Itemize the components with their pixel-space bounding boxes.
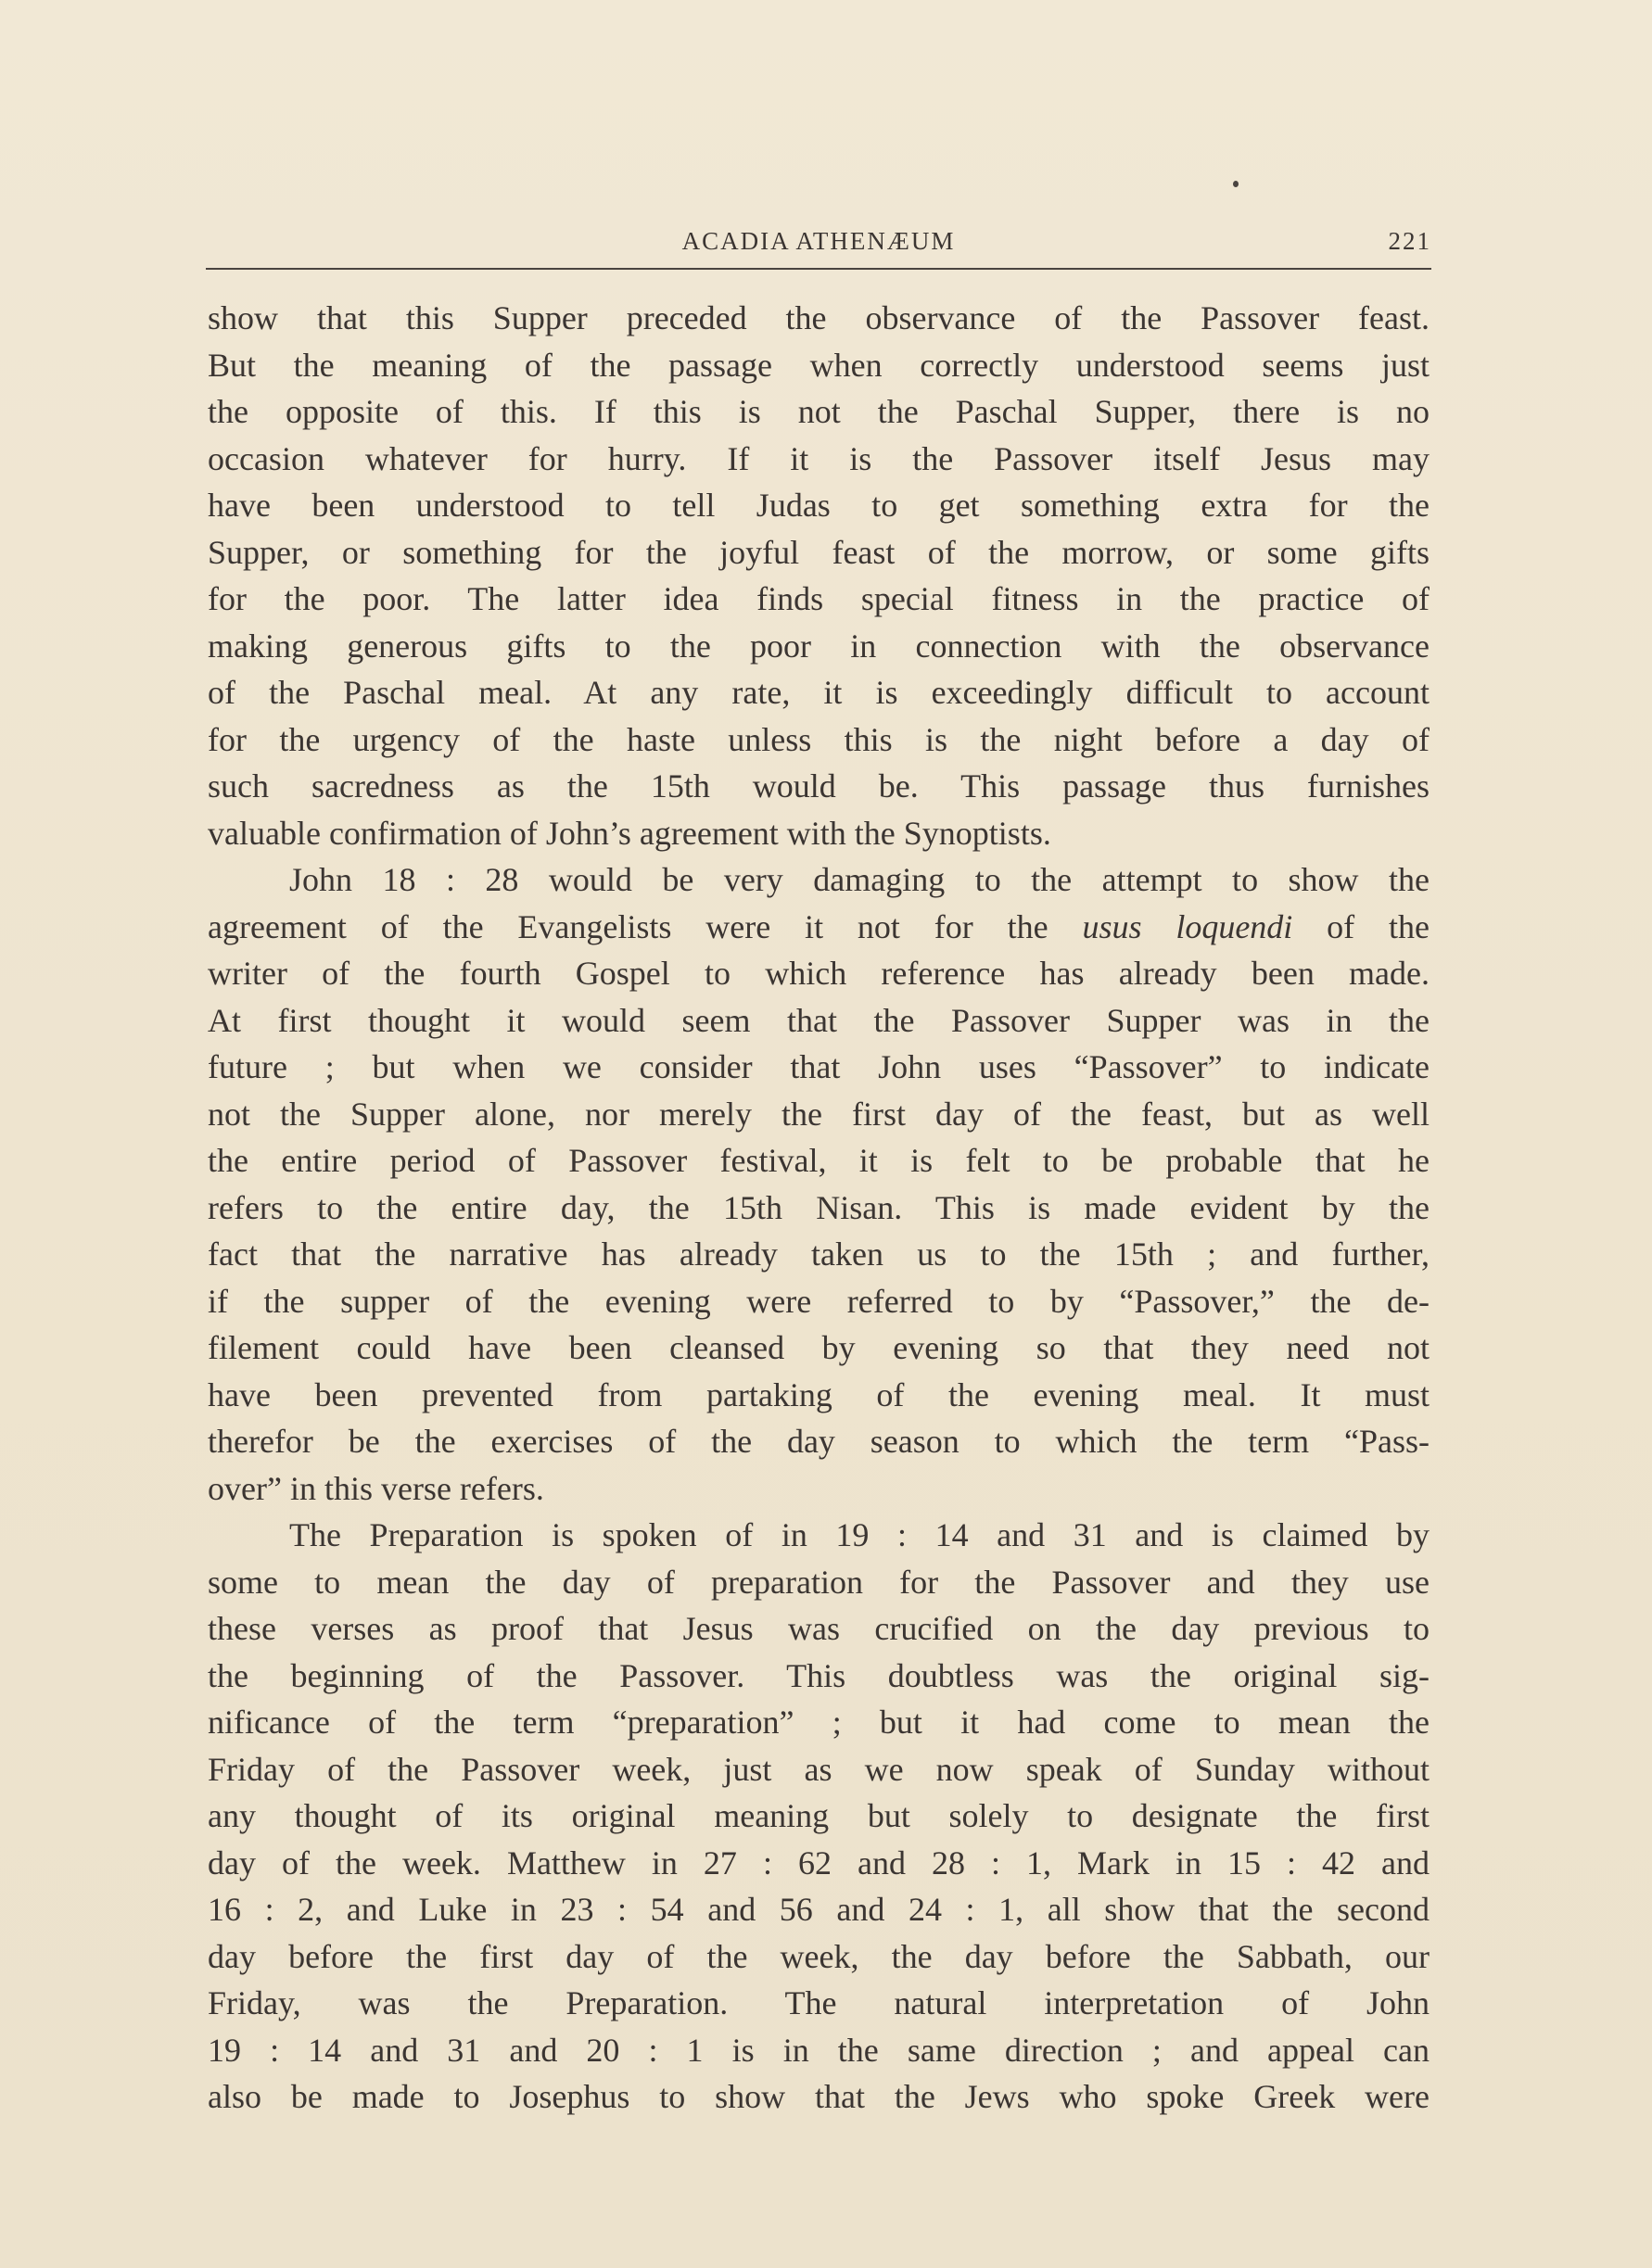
text-line: of the Paschal meal. At any rate, it is exceedingly difficult to account <box>208 674 1430 711</box>
text-line: the beginning of the Passover. This doubtless was the original sig- <box>208 1656 1430 1694</box>
text-line: valuable confirmation of John’s agreement with the Synoptists. <box>208 814 1051 852</box>
text-line: 16 : 2, and Luke in 23 : 54 and 56 and 24 : 1, all show that the second <box>208 1891 1430 1928</box>
text-line: the opposite of this. If this is not the Paschal Supper, there is no <box>208 393 1430 430</box>
text-line: over” in this verse refers. <box>208 1469 544 1507</box>
text-line: making generous gifts to the poor in connection with the observance <box>208 627 1430 665</box>
text-line: At first thought it would seem that the Passover Supper was in the <box>208 1001 1430 1039</box>
text-line: nificance of the term “preparation” ; but it had come to mean the <box>208 1704 1430 1741</box>
text-line: if the supper of the evening were referred to by “Passover,” the de- <box>208 1282 1430 1320</box>
text-line: The Preparation is spoken of in 19 : 14 and 31 and is claimed by <box>289 1516 1430 1553</box>
text-line: therefor be the exercises of the day season to which the term “Pass- <box>208 1423 1430 1460</box>
text-line: some to mean the day of preparation for the Passover and they use <box>208 1563 1430 1601</box>
text-line: any thought of its original meaning but solely to designate the first <box>208 1797 1430 1834</box>
text-line: not the Supper alone, nor merely the first day of the feast, but as well <box>208 1095 1430 1133</box>
text-segment: agreement of the Evangelists were it not for the <box>208 907 1083 945</box>
text-line: fact that the narrative has already taken us to the 15th ; and further, <box>208 1235 1430 1273</box>
page-header <box>206 227 1431 264</box>
ink-speck <box>1233 181 1239 187</box>
italic-phrase: usus loquendi <box>1082 907 1293 945</box>
text-line: But the meaning of the passage when correctly understood seems just <box>208 346 1430 384</box>
text-line: Friday, was the Preparation. The natural interpretation of John <box>208 1984 1430 2021</box>
text-line: show that this Supper preceded the observance of the Passover feast. <box>208 299 1430 336</box>
text-line: refers to the entire day, the 15th Nisan. This is made evident by the <box>208 1188 1430 1226</box>
text-line: for the urgency of the haste unless this is the night before a day of <box>208 720 1430 758</box>
text-line: Supper, or something for the joyful feast of the morrow, or some gifts <box>208 533 1430 571</box>
text-line: for the poor. The latter idea finds special fitness in the practice of <box>208 580 1430 617</box>
text-line: John 18 : 28 would be very damaging to the attempt to show the <box>289 861 1430 898</box>
text-line: also be made to Josephus to show that the Jews who spoke Greek were <box>208 2078 1430 2115</box>
body-text <box>208 295 1430 2121</box>
text-segment: of the <box>1292 907 1430 945</box>
page-number: 221 <box>1388 227 1431 255</box>
text-line: such sacredness as the 15th would be. This passage thus furnishes <box>208 767 1430 805</box>
text-line: day before the first day of the week, the day before the Sabbath, our <box>208 1937 1430 1975</box>
text-line: filement could have been cleansed by evening so that they need not <box>208 1329 1430 1366</box>
text-line: these verses as proof that Jesus was crucified on the day previous to <box>208 1610 1430 1647</box>
text-line: Friday of the Passover week, just as we now speak of Sunday without <box>208 1750 1430 1788</box>
text-line: 19 : 14 and 31 and 20 : 1 is in the same direction ; and appeal can <box>208 2031 1430 2069</box>
text-line: have been prevented from partaking of the evening meal. It must <box>208 1375 1430 1413</box>
text-line: day of the week. Matthew in 27 : 62 and 28 : 1, Mark in 15 : 42 and <box>208 1844 1430 1882</box>
header-rule <box>206 268 1431 270</box>
text-line: occasion whatever for hurry. If it is the Passover itself Jesus may <box>208 439 1430 477</box>
text-line <box>208 904 1430 951</box>
text-line: writer of the fourth Gospel to which reference has already been made. <box>208 955 1430 992</box>
text-line: future ; but when we consider that John uses “Passover” to indicate <box>208 1048 1430 1085</box>
running-head: ACADIA ATHENÆUM <box>681 227 956 255</box>
text-line: the entire period of Passover festival, it is felt to be probable that he <box>208 1142 1430 1179</box>
text-line: have been understood to tell Judas to get something extra for the <box>208 487 1430 524</box>
